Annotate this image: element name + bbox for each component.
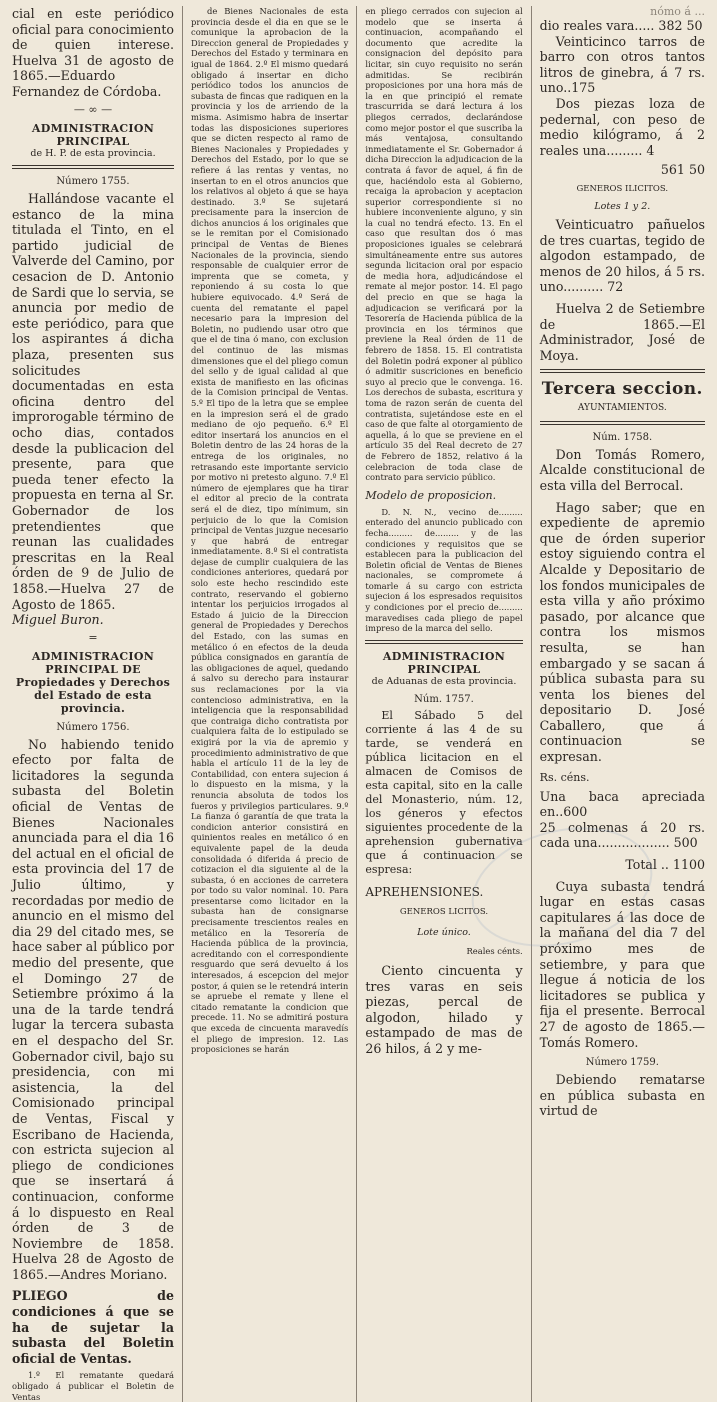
lote-heading: Lote único. (417, 926, 471, 938)
subtotal: 561 50 (660, 162, 705, 178)
model-title: Modelo de proposicion. (365, 488, 497, 502)
item-line: Veinticuatro pañuelos de tres cuartas, tegido de algodon estampado, de menos de 20 hilos, á 5 rs. uno.......... 72 (539, 216, 705, 295)
rs-cens-label: Rs. céns. (539, 770, 590, 784)
section-subheading-hacienda: de H. P. de esta provincia. (30, 147, 156, 159)
faded-header: nómo á ... (650, 5, 705, 18)
double-rule (540, 369, 705, 373)
double-rule (540, 421, 705, 425)
ciento-item: Ciento cincuenta y tres varas en seis piezas, percal de algodon, hilado y estampado de mas de 26 hilos, á 2 y me- (365, 962, 523, 1056)
total: Total .. 1100 (625, 857, 705, 873)
column-2 (182, 6, 356, 1402)
notice-1757-body: El Sábado 5 del corriente á las 4 de su tarde, se venderá en pública licitacion en el almacen de Comisos de esta capital, sito en la calle del Monasterio, núm. 12, los géneros y efectos siguientes procedente de la aprehension gubernativa que á continuacion se espresa: (365, 709, 523, 877)
pliego-condition-1: 1.º El rematante quedará obligado á publicar el Boletin de Ventas (12, 1370, 174, 1402)
aprehensiones-heading: APREHENSIONES. (365, 885, 484, 900)
section-title-tercera: Tercera seccion. (541, 379, 703, 400)
notice-number-1758: Núm. 1758. (592, 431, 653, 443)
notice-number-1755: Número 1755. (56, 176, 130, 188)
notice-1759-body: Debiendo rematarse en pública subasta en virtud de (539, 1072, 705, 1119)
column-4 (531, 6, 705, 1402)
notice-1758-closing: Cuya subasta tendrá lugar en estas casas capitulares á las doce de la mañana del dia 7 del próximo mes de setiembre, y para que llegue á noticia de los licitadores se publica y fija el presente. Berrocal 27 de agosto de 1865.—Tomás Romero. (539, 878, 705, 1050)
generos-ilicitos-heading: GENEROS ILICITOS. (576, 183, 669, 194)
separator: — ∞ — (73, 102, 113, 116)
section-subheading-aduanas: de Aduanas de esta provincia. (371, 675, 517, 687)
notice-number-1756: Número 1756. (56, 721, 130, 733)
double-rule (12, 165, 174, 169)
pliego-conditions-text: de Bienes Nacionales de esta provincia desde el dia en que se le comunique la aprobacion de la Direccion general de Propiedades y Derechos del Estado y terminara en igual de 1864. 2.º El mismo quedará obligado á insertar en dicho periódico todos los anuncios de subasta de fincas que radiquen en la provincia y los de arriendo de la misma. Asimismo habra de insertar todas las disposiciones superiores que se dicten respecto al ramo de Bienes Nacionales y Propiedades y Derechos del Estado, por lo que se refiere á las rentas y ventas, no insertan to en el otros anuncios que los relativos al objeto á que se haya destinado. 3.º Se sujetará precisamente para la insercion de dichos anuncios á los originales que se le remitan por el Comisionado principal de Ventas de Bienes Nacionales de la provincia, siendo responsable de cualquier error de imprenta que se cometa, y reponiendo á su costa lo que hubiere equivocado. 4.º Será de cuenta del rematante el papel necesario para la impresion del Boletin, no pudiendo usar otro que que el de tina ó mano, con exclusion del continuo de las mismas dimensiones que el del pliego comun del sello y de igual calidad al que exista de manifiesto en las oficinas de la Comision principal de Ventas. 5.º El tipo de la letra que se emplee en la impresion será el de grado mediano de ojo pequeño. 6.º El editor insertará los anuncios en el Boletin dentro de las 24 horas de la entrega de los originales, no retrasando este importante servicio por motivo ni pretesto alguno. 7.º El número de ejemplares que ha tirar el editor al precio de la contrata será el de diez, tipo mínimum, sin perjuicio de lo que la Comision principal de Ventas juzgue necesario y que habrá de entregar inmediatamente. 8.º Si el contratista dejase de cumplir cualquiera de las condiciones anteriores, quedará por solo este hecho rescindido este contrato, reservando el gobierno intentar los perjuicios irrogados al Estado á juicio de la Direccion general de Propiedades y Derechos del Estado, con las sumas en metálico ó en efectos de la deuda pública consignados en garantía de las obligaciones de aquel, quedando á salvo su derecho para instaurar sus reclamaciones por la via contencioso administrativa, en la inteligencia que la responsabilidad que contraiga dicho contratista por cualquiera falta de lo estipulado se exigirá por la via de apremio y procedimiento administrativo de que habla el artículo 11 de la ley de Contabilidad, con entera sujecion á lo dispuesto en la misma, y la renuncia absoluta de todos los fueros y privilegios particulares. 9.º La fianza ó garantía de que trata la condicion anterior consistirá en quinientos reales en metálico ó en equivalente papel de la deuda consolidada ó diferida á precio de cotizacion el dia siguiente al de la subasta, ó en acciones de carretera por todo su valor nominal. 10. Para presentarse como licitador en la subasta han de consignarse precisamente trescientos reales en metálico en la Tesorería de Hacienda pública de la provincia, acreditando con el correspondiente resguardo que será devuelto á los interesados, á escepcion del mejor postor, á quien se le retendrá interin se apruebe el remate y llene el citado rematante la condicion que precede. 11. No se admitirá postura que exceda de cincuenta maravedís el pliego de impresion. 12. Las proposiciones se harán (191, 6, 349, 1055)
separator: = (88, 630, 98, 644)
section-heading-propiedades: ADMINISTRACION PRINCIPAL DE Propiedades y Derechos del Estado de esta provincia. (15, 649, 171, 715)
notice-1756-body: No habiendo tenido efecto por falta de licitadores la segunda subasta del Boletin oficial de Ventas de Bienes Nacionales anunciada para el dia 16 del actual en el oficial de esta provincia del 17 de Julio último, y recordadas por medio de anuncio en el mismo del dia 29 del citado mes, se hace saber al público por medio del presente, que el Domingo 27 de Setiembre próximo á la una de la tarde tendrá lugar la tercera subasta en el despacho del Sr. Gobernador civil, bajo su presidencia, con mi asistencia, la del Comisionado principal de Ventas, Fiscal y Escribano de Hacienda, con estricta sujecion al pliego de condiciones que se insertará á continuacion, conforme á lo dispuesto en Real órden de 3 de Noviembre de 1858. Huelva 28 de Agosto de 1865.—Andres Moriano. (12, 736, 174, 1282)
generos-licitos-heading: GENEROS LICITOS. (399, 907, 489, 918)
pliego-conditions-continued: en pliego cerrados con sujecion al modelo que se inserta á continuacion, acompañando el documento que acredite la consignacion del depósito para licitar, sin cuyo requisito no serán admitidas. Se recibirán proposiciones por una hora más de la en que principió el remate trascurrida se dará lectura á los pliegos cerrados, declarándose como mejor postor el que suscriba la más ventajosa, consultando inmediatamente el Sr. Gobernador á dicha Direccion la adjudicacion de la contrata á favor de aquel, á fin de que, haciéndolo esta al Gobierno, recaiga la aprobacion y aceptacion superior correspondiente si no hubiere inconveniente alguno, y sin la cual no tendrá efecto. 13. En el caso que resultan dos ó mas proposiciones iguales se celebrará simultáneamente entre sus autores segunda licitacion oral por espacio de media hora, adjudicándose el remate al mejor postor. 14. El pago del precio en que se haga la adjudicacion se verificará por la Tesorería de Hacienda pública de la provincia en los términos que previene la Real órden de 11 de febrero de 1858. 15. El contratista del Boletin podrá exponer al público ó admitir suscriciones en beneficio suyo al precio que le convenga. 16. Los derechos de subasta, escritura y toma de razon serán de cuenta del contratista, sujetándose este en el caso de que falte al otorgamiento de aquella, á lo que se previene en el artículo 35 del Real decreto de 27 de Febrero de 1852, relativo á la celebracion de toda clase de contrato para servicio público. (365, 6, 523, 483)
alcalde-intro: Don Tomás Romero, Alcalde constitucional de esta villa del Berrocal. (539, 446, 705, 493)
item-line: Dos piezas loza de pedernal, con peso de medio kilógramo, á 2 reales una......... 4 (539, 95, 705, 158)
pliego-title: PLIEGO de condiciones á que se ha de sujetar la subasta del Boletin oficial de Ventas. (12, 1288, 174, 1366)
notice-1755-signature: Miguel Buron. (12, 612, 104, 628)
notice-number-1759: Número 1759. (585, 1057, 659, 1069)
item-line: Veinticinco tarros de barro con otros tantos litros de ginebra, á 7 rs. uno..175 (539, 33, 705, 96)
aduanas-signature: Huelva 2 de Setiembre de 1865.—El Administrador, José de Moya. (539, 300, 705, 363)
model-text: D. N. N., vecino de......... enterado del anuncio publicado con fecha......... de......... y de las condiciones y requisitos que se establecen para la publicacion del Boletin oficial de Ventas de Bienes nacionales, se compromete á tomarle á su cargo con estricta sujecion á los espresados requisitos y condiciones por el precio de......... maravedises cada pliego de papel impreso de la marca del sello. (365, 506, 523, 634)
reales-cents-label: Reales cénts. (466, 946, 523, 957)
column-1 (12, 6, 182, 1402)
notice-1758-body: Hago saber; que en expediente de apremio que de órden superior estoy siguiendo contra el Alcalde y Depositario de los fondos municipales de esta villa y año próximo pasado, por alcance que contra los mismos resulta, se han embargado y se sacan á pública subasta para su venta los bienes del depositario D. José Caballero, que á continuacion se expresan. (539, 499, 705, 765)
notice-1755-body: Hallándose vacante el estanco de la mina titulada el Tinto, en el partido judicial de Valverde del Camino, por cesacion de D. Antonio de Sardi que lo servia, se anuncia por medio de este periódico, para que los aspirantes á dicha plaza, presenten sus solicitudes documentadas en esta oficina dentro del improrogable término de ocho dias, contados desde la publicacion del presente, para que pueda tener efecto la propuesta en terna al Sr. Gobernador de los pretendientes que reunan las cualidades prescritas en la Real órden de 9 de Julio de 1858.—Huelva 27 de Agosto de 1865. (12, 191, 174, 612)
double-rule (365, 640, 522, 644)
column-3 (356, 6, 530, 1402)
section-heading-hacienda: ADMINISTRACION PRINCIPAL (31, 121, 155, 148)
section-heading-aduanas: ADMINISTRACION PRINCIPAL (382, 649, 506, 676)
item-line: Una baca apreciada en..600 (539, 788, 705, 820)
ayuntamientos-heading: AYUNTAMIENTOS. (577, 403, 667, 414)
intro-paragraph: cial en este periódico oficial para conocimiento de quien interese. Huelva 31 de agosto de 1865.—Eduardo Fernandez de Córdoba. (12, 6, 174, 99)
item-line: 25 colmenas á 20 rs. cada una.................. 500 (539, 819, 705, 851)
notice-number-1757: Núm. 1757. (414, 694, 474, 706)
lotes-heading: Lotes 1 y 2. (594, 201, 651, 213)
item-line: dio reales vara..... 382 50 (539, 18, 703, 33)
